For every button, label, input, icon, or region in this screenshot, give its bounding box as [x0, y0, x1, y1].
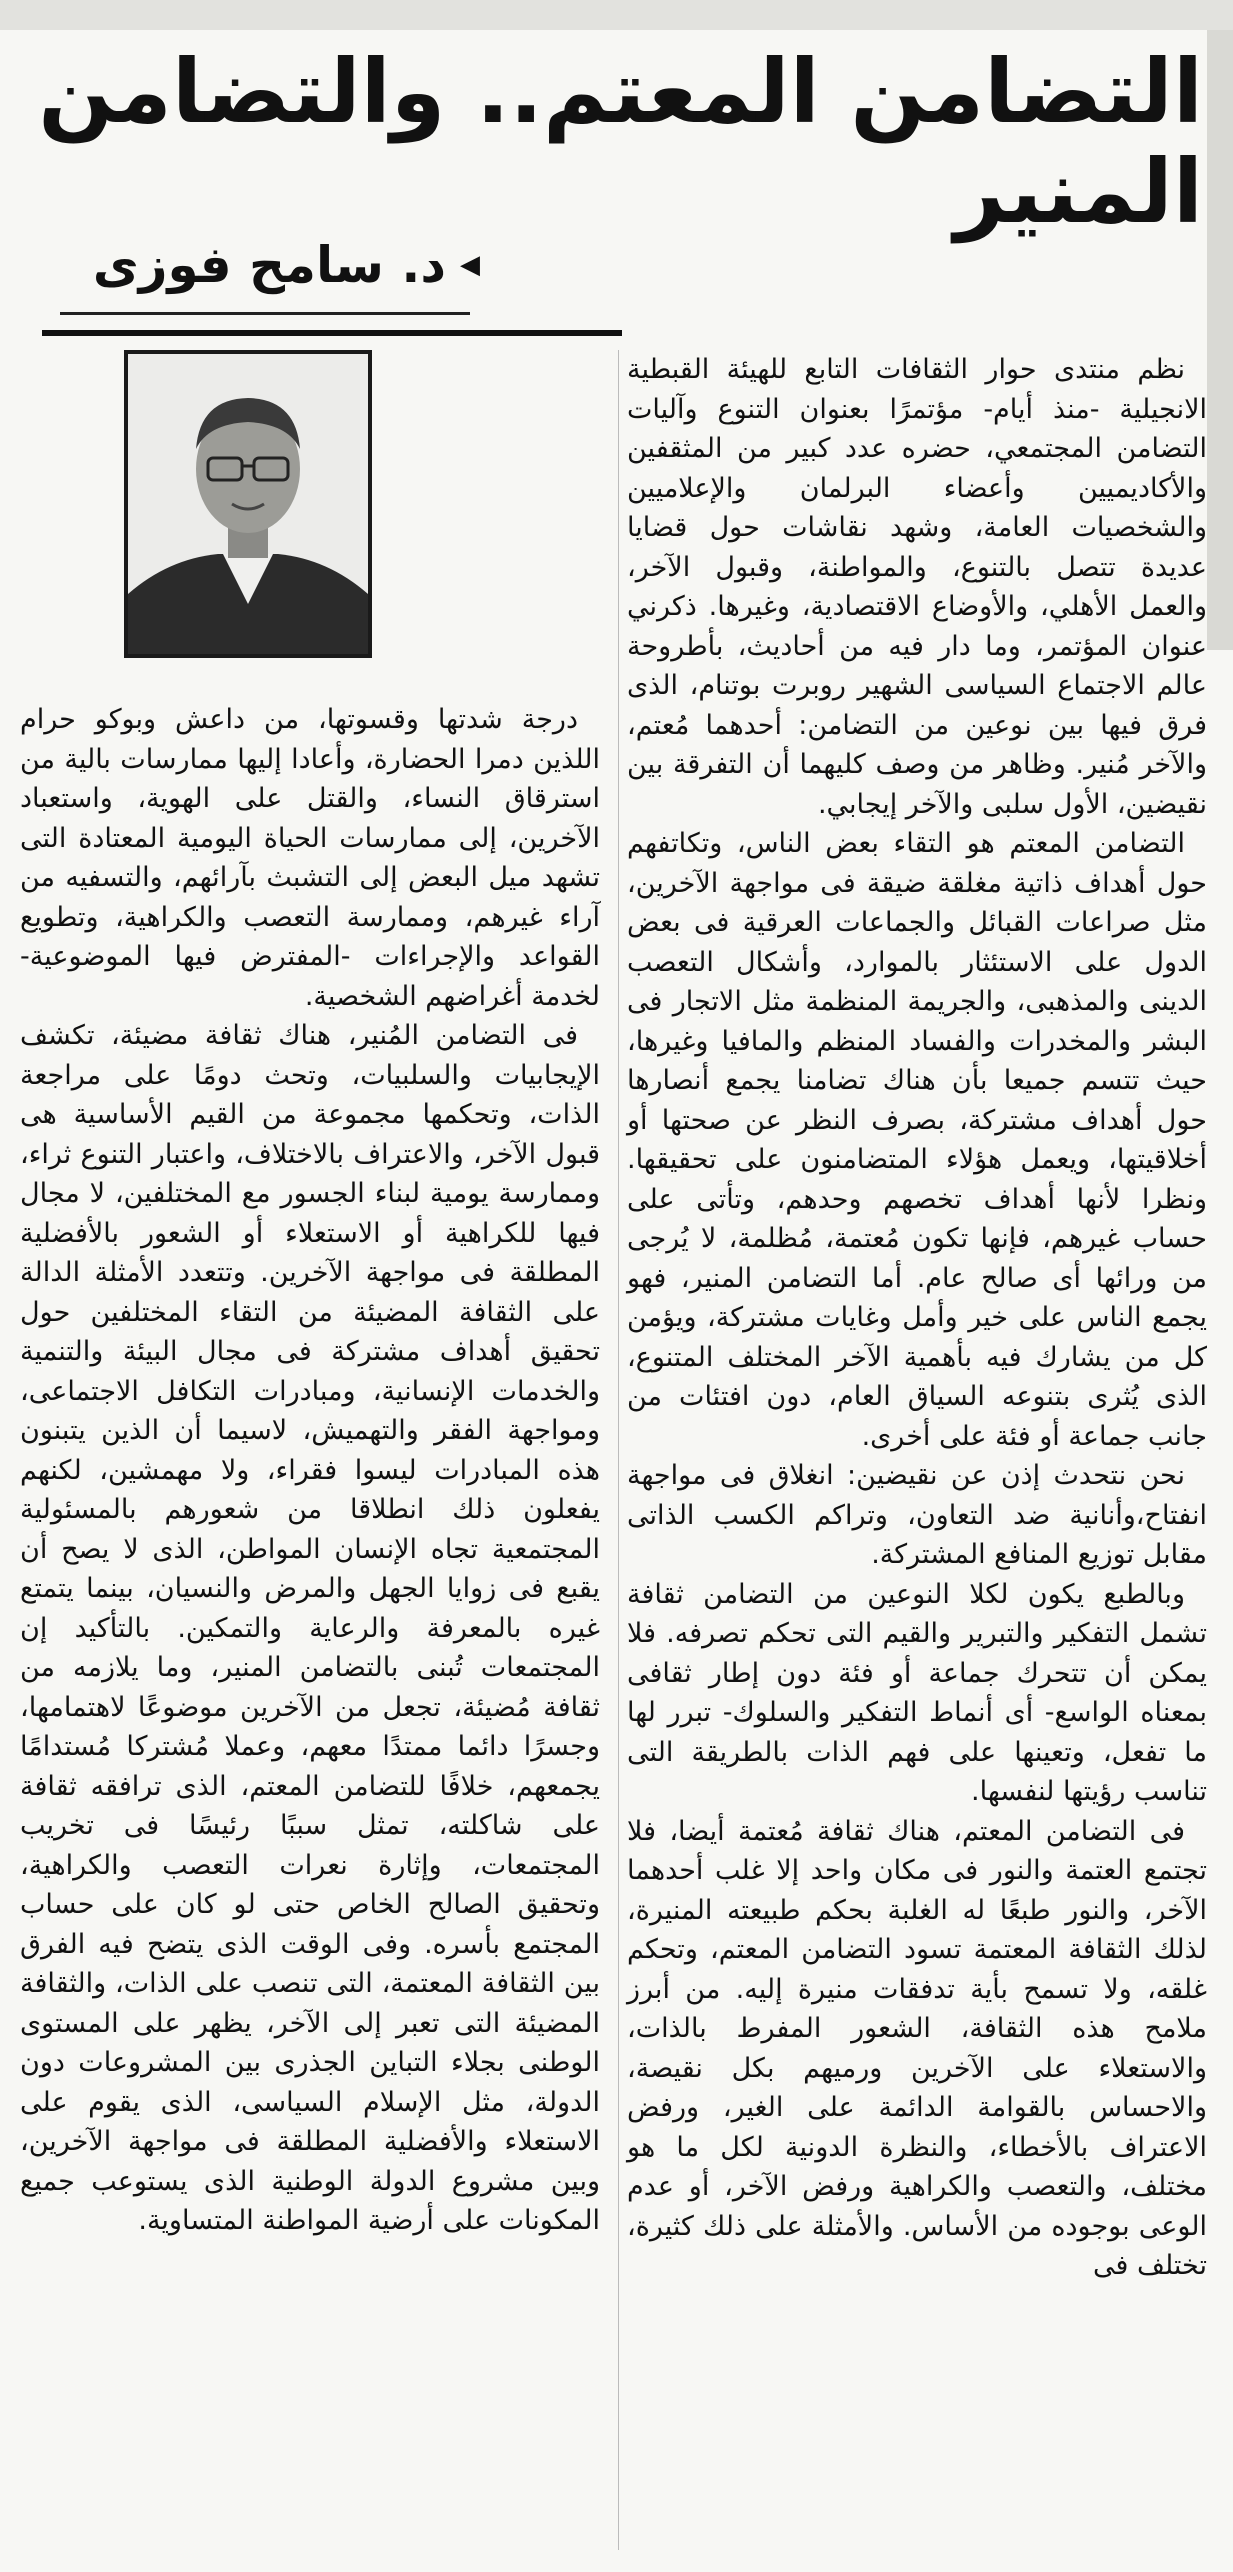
article-column-right — [627, 350, 1207, 2560]
paragraph: درجة شدتها وقسوتها، من داعش وبوكو حرام اللذين دمرا الحضارة، وأعادا إليها ممارسات بالية من استرقاق النساء، والقتل على الهوية، واستعباد الآخرين، إلى ممارسات الحياة اليومية المعتادة التى تشهد ميل البعض إلى التشبث بآرائهم، والتسفيه من آراء غيرهم، وممارسة التعصب والكراهية، وتطويع القواعد والإجراءات -المفترض فيها الموضوعية- لخدمة أغراضهم الشخصية. — [20, 704, 600, 1012]
article-headline: التضامن المعتم.. والتضامن المنير — [38, 40, 1203, 243]
paragraph: التضامن المعتم هو التقاء بعض الناس، وتكاتفهم حول أهداف ذاتية مغلقة ضيقة فى مواجهة الآخرين، مثل صراعات القبائل والجماعات العرقية فى بعض الدول على الاستئثار بالموارد، وأشكال التعصب الدينى والمذهبى، والجريمة المنظمة مثل الاتجار فى البشر والمخدرات والفساد المنظم والمافيا وغيرها، حيث تتسم جميعا بأن هناك تضامنا يجمع أنصارها حول أهداف مشتركة، بصرف النظر عن صحتها أو أخلاقيتها، ويعمل هؤلاء المتضامنون على تحقيقها. ونظرا لأنها أهداف تخصهم وحدهم، وتأتى على حساب غيرهم، فإنها تكون مُعتمة، مُظلمة، لا يُرجى من ورائها أى صالح عام. أما التضامن المنير، فهو يجمع الناس على خير وأمل وغايات مشتركة، ويؤمن كل من يشارك فيه بأهمية الآخر المختلف المتنوع، الذى يُثرى بتنوعه السياق العام، دون افتئات من جانب جماعة أو فئة على أخرى. — [627, 828, 1207, 1452]
adjacent-article-edge — [1207, 30, 1233, 650]
byline-row — [60, 230, 480, 300]
paragraph: نظم منتدى حوار الثقافات التابع للهيئة القبطية الانجيلية -منذ أيام- مؤتمرًا بعنوان التنوع وآليات التضامن المجتمعي، حضره عدد كبير من المثقفين والأكاديميين وأعضاء البرلمان والإعلاميين والشخصيات العامة، وشهد نقاشات حول قضايا عديدة تتصل بالتنوع، والمواطنة، وقبول الآخر، والعمل الأهلي، والأوضاع الاقتصادية، وغيرها. ذكرني عنوان المؤتمر، وما دار فيه من أحاديث، بأطروحة عالم الاجتماع السياسى الشهير روبرت بوتنام، الذى فرق فيها بين نوعين من التضامن: أحدهما مُعتم، والآخر مُنير. وظاهر من وصف كليهما أن التفرقة بين نقيضين، الأول سلبى والآخر إيجابي. — [627, 354, 1207, 820]
column-divider — [618, 350, 619, 2550]
adjacent-page-strip — [0, 0, 1233, 30]
paragraph: فى التضامن المُنير، هناك ثقافة مضيئة، تكشف الإيجابيات والسلبيات، وتحث دومًا على مراجعة الذات، وتحكمها مجموعة من القيم الأساسية هى قبول الآخر، والاعتراف بالاختلاف، واعتبار التنوع ثراء، وممارسة يومية لبناء الجسور مع المختلفين، لا مجال فيها للكراهية أو الاستعلاء أو الشعور بالأفضلية المطلقة فى مواجهة الآخرين. وتتعدد الأمثلة الدالة على الثقافة المضيئة من التقاء المختلفين حول تحقيق أهداف مشتركة فى مجال البيئة والتنمية والخدمات الإنسانية، ومبادرات التكافل الاجتماعى، ومواجهة الفقر والتهميش، لاسيما أن الذين يتبنون هذه المبادرات ليسوا فقراء، ولا مهمشين، لكنهم يفعلون ذلك انطلاقا من شعورهم بالمسئولية المجتمعية تجاه الإنسان المواطن، الذى لا يصح أن يقبع فى زوايا الجهل والمرض والنسيان، بينما يتمتع غيره بالمعرفة والرعاية والتمكين. بالتأكيد إن المجتمعات تُبنى بالتضامن المنير، وما يلازمه من ثقافة مُضيئة، تجعل من الآخرين موضوعًا لاهتمامها، وجسرًا دائما ممتدًا معهم، وعملا مُشتركا مُستدامًا يجمعهم، خلافًا للتضامن المعتم، الذى ترافقه ثقافة على شاكلته، تمثل سببًا رئيسًا فى تخريب المجتمعات، وإثارة نعرات التعصب والكراهية، وتحقيق الصالح الخاص حتى لو كان على حساب المجتمع بأسره. وفى الوقت الذى يتضح فيه الفرق بين الثقافة المعتمة، التى تنصب على الذات، والثقافة المضيئة التى تعبر إلى الآخر، يظهر على المستوى الوطنى بجلاء التباين الجذرى بين المشروعات دون الدولة، مثل الإسلام السياسى، الذى يقوم على الاستعلاء والأفضلية المطلقة فى مواجهة الآخرين، وبين مشروع الدولة الوطنية الذى يستوعب جميع المكونات على أرضية المواطنة المتساوية. — [20, 1020, 600, 2236]
paragraph: نحن نتحدث إذن عن نقيضين: انغلاق فى مواجهة انفتاح،وأنانية ضد التعاون، وتراكم الكسب الذاتى مقابل توزيع المنافع المشتركة. — [627, 1460, 1207, 1570]
author-photo — [124, 350, 372, 658]
article-column-left — [20, 700, 600, 2560]
author-byline: د. سامح فوزى — [92, 236, 446, 294]
byline-rule — [60, 312, 470, 315]
paragraph: فى التضامن المعتم، هناك ثقافة مُعتمة أيضا، فلا تجتمع العتمة والنور فى مكان واحد إلا غلب أحدهما الآخر، والنور طبعًا له الغلبة بحكم طبيعته المنيرة، لذلك الثقافة المعتمة تسود التضامن المعتم، وتحكم غلقه، ولا تسمح بأية تدفقات منيرة إليه. من أبرز ملامح هذه الثقافة، الشعور المفرط بالذات، والاستعلاء على الآخرين ورميهم بكل نقيصة، والاحساس بالقوامة الدائمة على الغير، ورفض الاعتراف بالأخطاء، والنظرة الدونية لكل ما هو مختلف، والتعصب والكراهية ورفض الآخر، أو عدم الوعى بوجوده من الأساس. والأمثلة على ذلك كثيرة، تختلف فى — [627, 1815, 1207, 2281]
author-portrait-image — [128, 354, 368, 654]
paragraph: وبالطبع يكون لكلا النوعين من التضامن ثقافة تشمل التفكير والتبرير والقيم التى تحكم تصرفه. فلا يمكن أن تتحرك جماعة أو فئة دون إطار ثقافى بمعناه الواسع- أى أنماط التفكير والسلوك- تبرر لها ما تفعل، وتعينها على فهم الذات بالطريقة التى تناسب رؤيتها لنفسها. — [627, 1578, 1207, 1807]
headline-rule — [42, 330, 622, 336]
triangle-bullet-icon: ◀ — [460, 250, 480, 280]
